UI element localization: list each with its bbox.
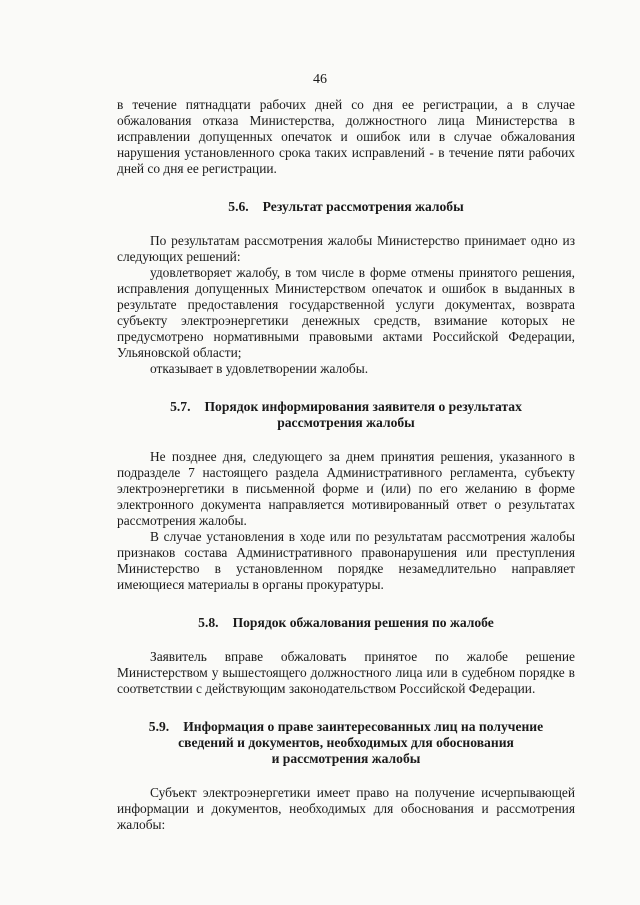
section-5-7-title-line-1: Порядок информирования заявителя о результатах (204, 399, 522, 414)
intro-paragraph: в течение пятнадцати рабочих дней со дня ее регистрации, а в случае обжалования отказа Министерства, должностного лица Министерства в исправлении допущенных опечаток и ошибок или в случае обжалования нарушения установленного срока таких исправлений - в течение пяти рабочих дней со дня ее регистрации. (117, 97, 575, 176)
section-5-6-paragraph-2: удовлетворяет жалобу, в том числе в форме отмены принятого решения, исправления допущенных Министерством опечаток и ошибок в выданных в результате предоставления государственной услуги документах, возврата субъекту электроэнергетики денежных средств, взимание которых не предусмотрено нормативными правовыми актами Российской Федерации, Ульяновской области; (117, 265, 575, 360)
section-5-7-number: 5.7. (170, 399, 191, 414)
section-5-6-heading (117, 199, 575, 215)
section-5-9-number: 5.9. (148, 719, 170, 734)
section-5-7-title-line-2: рассмотрения жалобы (277, 415, 415, 430)
section-5-6-paragraph-3: отказывает в удовлетворении жалобы. (150, 361, 369, 376)
section-5-6-paragraph-1: По результатам рассмотрения жалобы Министерство принимает одно из следующих решений: (117, 233, 575, 264)
section-5-8-title: Порядок обжалования решения по жалобе (232, 615, 494, 630)
section-5-9-title-line-3: и рассмотрения жалобы (271, 751, 421, 766)
page-content (117, 97, 575, 833)
section-5-7-paragraph-2: В случае установления в ходе или по результатам рассмотрения жалобы признаков состава Административного правонарушения или преступления Министерство в установленном порядке незамедлительно направляет имеющиеся материалы в органы прокуратуры. (117, 529, 575, 592)
section-5-9-title-line-2: сведений и документов, необходимых для обоснования (178, 735, 514, 750)
section-5-7-heading (117, 399, 575, 431)
section-5-6-title: Результат рассмотрения жалобы (262, 199, 464, 214)
section-5-9-heading (117, 719, 575, 767)
section-5-6-number: 5.6. (228, 199, 249, 214)
section-5-8-paragraph-1: Заявитель вправе обжаловать принятое по жалобе решение Министерством у вышестоящего должностного лица или в судебном порядке в соответствии с действующим законодательством Российской Федерации. (117, 649, 575, 696)
section-5-8-number: 5.8. (198, 615, 219, 630)
section-5-8-heading (117, 615, 575, 631)
section-5-9-paragraph-1: Субъект электроэнергетики имеет право на получение исчерпывающей информации и документов, необходимых для обоснования и рассмотрения жалобы: (117, 785, 575, 832)
section-5-7-paragraph-1: Не позднее дня, следующего за днем принятия решения, указанного в подразделе 7 настоящего раздела Административного регламента, субъекту электроэнергетики в письменной форме и (или) по его желанию в форме электронного документа направляется мотивированный ответ о результатах рассмотрения жалобы. (117, 449, 575, 528)
page-number: 46 (313, 72, 327, 87)
section-5-9-title-line-1: Информация о праве заинтересованных лиц на получение (183, 719, 544, 734)
